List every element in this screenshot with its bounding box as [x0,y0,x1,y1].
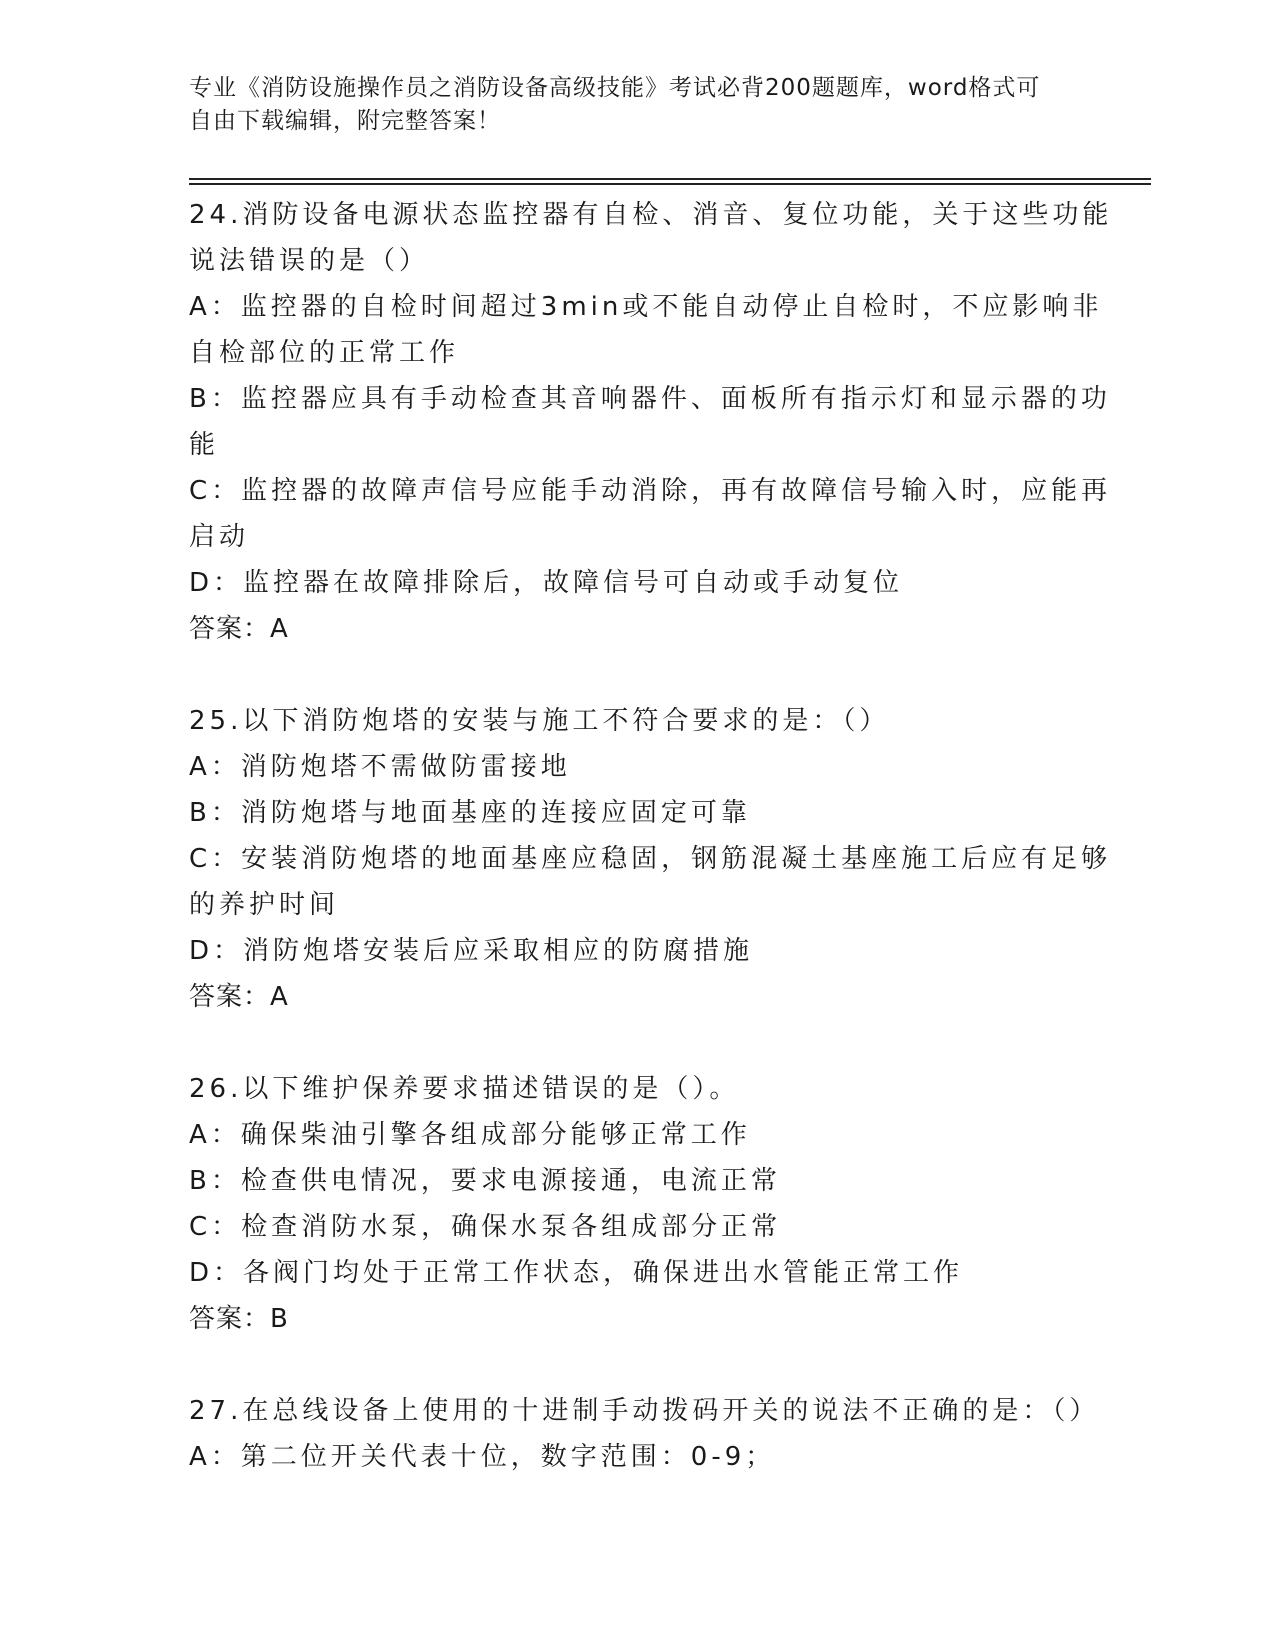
document-header [189,72,1069,138]
option-b: B：监控器应具有手动检查其音响器件、面板所有指示灯和显示器的功 [189,384,1111,414]
option-a: A：第二位开关代表十位，数字范围：0-9； [189,1442,776,1472]
answer: 答案：A [189,614,289,644]
question-24 [189,192,1113,652]
answer: 答案：B [189,1304,289,1334]
option-c-continued: 的养护时间 [189,890,340,920]
question-27 [189,1388,1100,1480]
header-line-1: 专业《消防设施操作员之消防设备高级技能》考试必背200题题库，word格式可 [189,75,1041,101]
question-stem: 26.以下维护保养要求描述错误的是（）。 [189,1074,740,1104]
option-b: B：消防炮塔与地面基座的连接应固定可靠 [189,798,751,828]
option-a: A：确保柴油引擎各组成部分能够正常工作 [189,1120,751,1150]
option-b-continued: 能 [189,430,220,460]
option-a: A：监控器的自检时间超过3min或不能自动停止自检时，不应影响非 [189,292,1103,322]
option-c: C：监控器的故障声信号应能手动消除，再有故障信号输入时，应能再 [189,476,1112,506]
option-d: D：消防炮塔安装后应采取相应的防腐措施 [189,936,754,966]
option-a-continued: 自检部位的正常工作 [189,338,460,368]
option-a: A：消防炮塔不需做防雷接地 [189,752,571,782]
header-line-2: 自由下载编辑，附完整答案！ [189,108,501,134]
option-c: C：检查消防水泵，确保水泵各组成部分正常 [189,1212,782,1242]
option-b: B：检查供电情况，要求电源接通，电流正常 [189,1166,781,1196]
option-c: C：安装消防炮塔的地面基座应稳固，钢筋混凝土基座施工后应有足够 [189,844,1112,874]
question-stem: 24.消防设备电源状态监控器有自检、消音、复位功能，关于这些功能 [189,200,1113,230]
answer: 答案：A [189,982,289,1012]
header-rule-top [189,178,1151,180]
header-rule-bottom [189,183,1151,185]
question-list [189,192,1113,1526]
option-d: D：监控器在故障排除后，故障信号可自动或手动复位 [189,568,904,598]
question-stem: 说法错误的是（） [189,246,430,276]
question-stem: 27.在总线设备上使用的十进制手动拨码开关的说法不正确的是：（） [189,1396,1100,1426]
question-25 [189,698,1112,1020]
question-stem: 25.以下消防炮塔的安装与施工不符合要求的是：（） [189,706,890,736]
option-c-continued: 启动 [189,522,250,552]
option-d: D：各阀门均处于正常工作状态，确保进出水管能正常工作 [189,1258,964,1288]
question-26 [189,1066,1089,1342]
